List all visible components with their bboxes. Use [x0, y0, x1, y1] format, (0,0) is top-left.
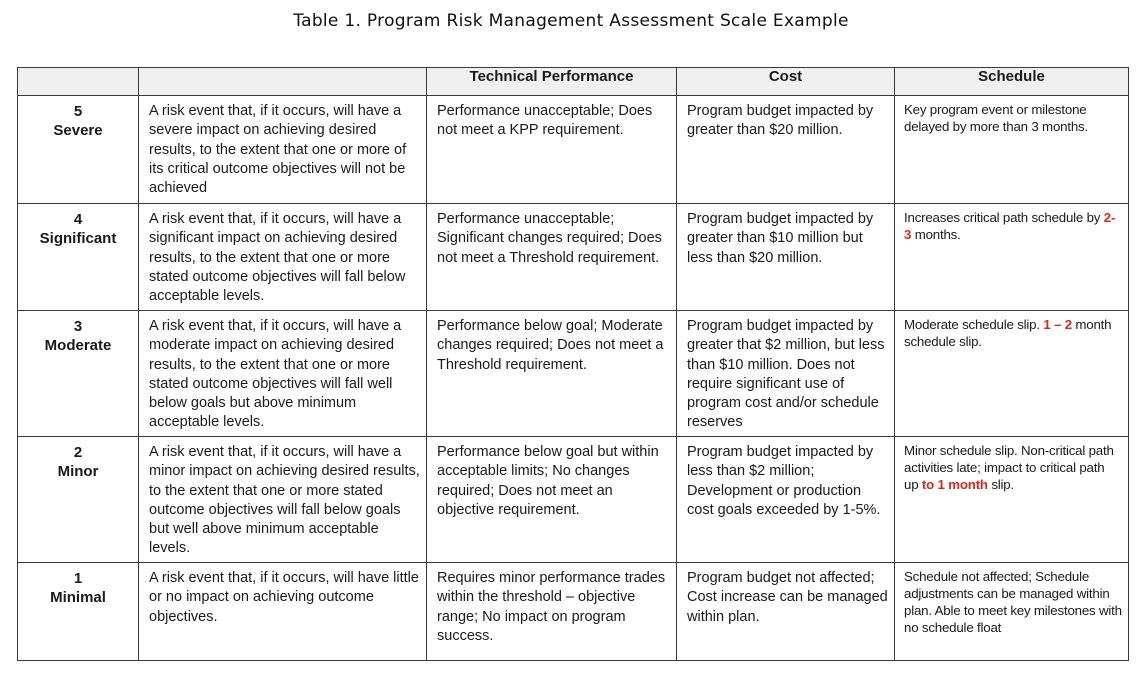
header-level	[18, 68, 139, 96]
level-name: Minimal	[50, 589, 106, 606]
schedule-text-end: slip.	[987, 477, 1014, 492]
level-name: Severe	[53, 122, 103, 139]
level-cell	[18, 311, 139, 437]
schedule-cell	[895, 311, 1129, 437]
schedule-text: Increases critical path schedule by	[904, 210, 1104, 225]
technical-cell: Performance below goal but within acceptable limits; No changes required; Does not meet an objective requirement.	[427, 437, 677, 563]
table-row	[18, 204, 1129, 311]
cost-cell: Program budget impacted by less than $2 million; Development or production cost goals exceeded by 1-5%.	[677, 437, 895, 563]
level-cell	[18, 96, 139, 204]
table-row	[18, 96, 1129, 204]
schedule-text: Key program event or milestone delayed by more than 3 months.	[904, 102, 1088, 134]
level-number: 2	[73, 444, 83, 461]
schedule-highlight: 1 – 2	[1043, 317, 1072, 332]
level-cell	[18, 563, 139, 661]
schedule-text: Minor schedule slip. Non-critical path activities late; impact to critical path up	[904, 443, 1114, 492]
description-cell: A risk event that, if it occurs, will have a significant impact on achieving desired results, to the extent that one or more stated outcome objectives will fall below acceptable levels.	[139, 204, 427, 311]
cost-cell: Program budget impacted by greater than $20 million.	[677, 96, 895, 204]
cost-cell: Program budget not affected; Cost increase can be managed within plan.	[677, 563, 895, 661]
description-cell: A risk event that, if it occurs, will have a severe impact on achieving desired results, to the extent that one or more of its critical outcome objectives will not be achieved	[139, 96, 427, 204]
level-number: 1	[73, 570, 83, 587]
level-name: Minor	[57, 463, 99, 480]
technical-cell: Performance below goal; Moderate changes required; Does not meet a Threshold requirement.	[427, 311, 677, 437]
level-number: 5	[73, 103, 83, 120]
header-technical-performance: Technical Performance	[427, 68, 677, 96]
description-cell: A risk event that, if it occurs, will have little or no impact on achieving outcome objectives.	[139, 563, 427, 661]
schedule-cell	[895, 563, 1129, 661]
level-cell	[18, 437, 139, 563]
schedule-cell	[895, 204, 1129, 311]
schedule-text-end: months.	[911, 227, 961, 242]
technical-cell: Performance unacceptable; Does not meet a KPP requirement.	[427, 96, 677, 204]
level-name: Moderate	[44, 337, 112, 354]
cost-cell: Program budget impacted by greater that $2 million, but less than $10 million. Does not require significant use of program cost and/or schedule reserves	[677, 311, 895, 437]
schedule-text: Moderate schedule slip.	[904, 317, 1044, 332]
level-number: 4	[73, 211, 83, 228]
cost-cell: Program budget impacted by greater than $10 million but less than $20 million.	[677, 204, 895, 311]
description-cell: A risk event that, if it occurs, will have a minor impact on achieving desired results, to the extent that one or more stated outcome objectives will fall below goals but well above minimum acceptable levels.	[139, 437, 427, 563]
table-row	[18, 437, 1129, 563]
schedule-highlight: to 1 month	[921, 477, 988, 492]
description-cell: A risk event that, if it occurs, will have a moderate impact on achieving desired results, to the extent that one or more stated outcome objectives will fall well below goals but above minimum acceptable levels.	[139, 311, 427, 437]
technical-cell: Performance unacceptable; Significant changes required; Does not meet a Threshold requirement.	[427, 204, 677, 311]
table-caption: Table 1. Program Risk Management Assessment Scale Example	[293, 11, 849, 31]
header-row	[18, 68, 1129, 96]
table-row	[18, 563, 1129, 661]
schedule-cell	[895, 437, 1129, 563]
technical-cell: Requires minor performance trades within the threshold – objective range; No impact on program success.	[427, 563, 677, 661]
level-number: 3	[73, 318, 83, 335]
header-cost: Cost	[677, 68, 895, 96]
level-cell	[18, 204, 139, 311]
schedule-text-end: month schedule slip.	[904, 317, 1112, 349]
schedule-highlight: 2-3	[904, 210, 1116, 242]
table-row	[18, 311, 1129, 437]
schedule-cell	[895, 96, 1129, 204]
header-description	[139, 68, 427, 96]
header-schedule: Schedule	[895, 68, 1129, 96]
schedule-text: Schedule not affected; Schedule adjustments can be managed within plan. Able to meet key milestones with no schedule float	[904, 569, 1122, 635]
risk-assessment-table	[17, 67, 1129, 661]
level-name: Significant	[39, 230, 117, 247]
